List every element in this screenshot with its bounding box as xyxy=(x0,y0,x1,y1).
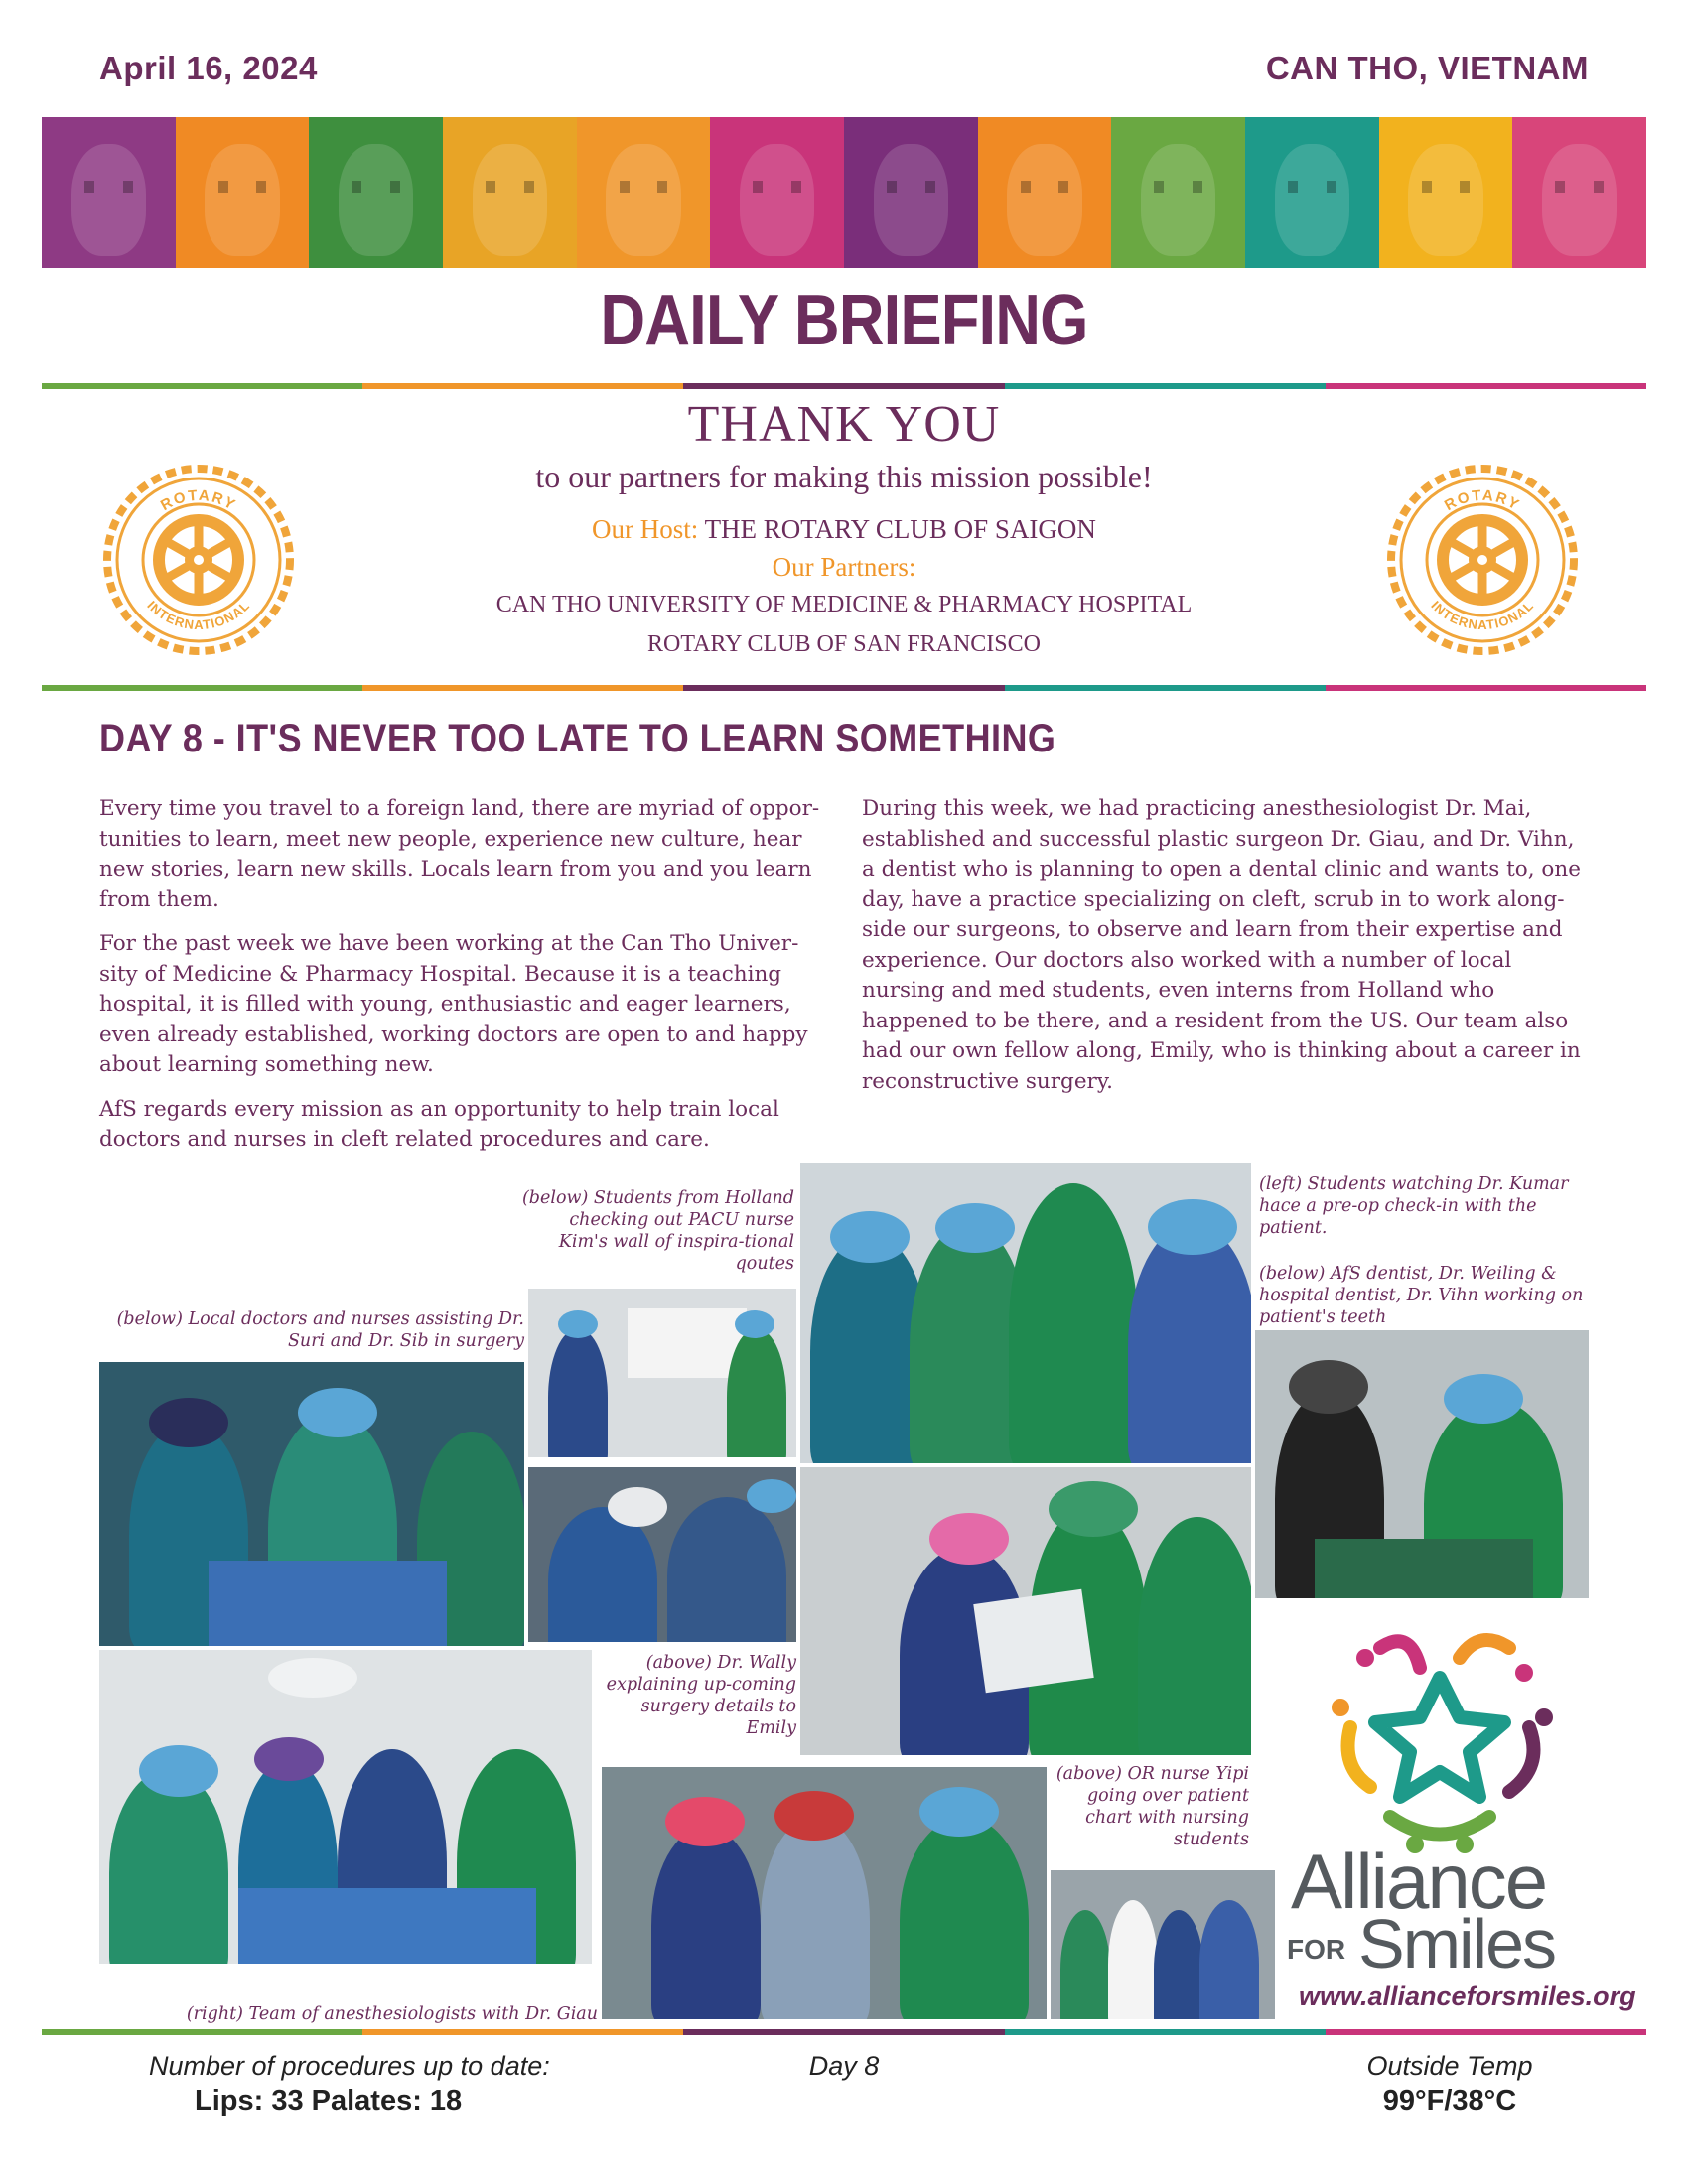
children-photo-strip xyxy=(42,117,1646,268)
caption-anesthesiologists: (right) Team of anesthesiologists with Dr. Giau xyxy=(186,2004,598,2024)
procedures-label: Number of procedures up to date: xyxy=(149,2051,550,2081)
page-title: DAILY BRIEFING xyxy=(600,281,1088,360)
caption-yipi: (above) OR nurse Yipi going over patient chart with nursing students xyxy=(1055,1764,1249,1849)
alliance-for-smiles-emblem xyxy=(1321,1618,1559,1856)
svg-text:ROTARY xyxy=(1442,487,1523,514)
outside-temp-value: 99°F/38°C xyxy=(1382,2085,1517,2116)
host-label: Our Host: xyxy=(592,514,699,544)
partner-2: ROTARY CLUB OF SAN FRANCISCO xyxy=(647,631,1041,657)
strip-photo-tile xyxy=(577,117,711,268)
strip-photo-tile xyxy=(42,117,176,268)
thank-you-heading: THANK YOU xyxy=(687,396,1001,453)
rotary-text-top: ROTARY xyxy=(157,486,240,515)
photo-nursing-group xyxy=(1051,1870,1275,2019)
caption-wally: (above) Dr. Wally explaining up-coming surgery details to Emily xyxy=(606,1653,796,1738)
svg-text:ROTARY xyxy=(158,487,239,514)
paragraph: Every time you travel to a foreign land, there are myriad of oppor-tunities to learn, meet new people, experience new culture, hear new stories, learn new skills. Locals learn from you and you learn from them. xyxy=(99,796,820,912)
photo-surgery-team xyxy=(602,1767,1047,2019)
strip-photo-tile xyxy=(443,117,577,268)
strip-photo-tile xyxy=(1111,117,1245,268)
photo-anesthesiologists xyxy=(99,1650,592,1964)
strip-photo-tile xyxy=(176,117,310,268)
caption-kumar: (left) Students watching Dr. Kumar hace a pre-op check-in with the patient. xyxy=(1259,1174,1569,1238)
partners-label: Our Partners: xyxy=(772,552,916,582)
rotary-text-bottom: INTERNATIONAL xyxy=(1428,597,1537,633)
divider-rule xyxy=(42,2029,1646,2035)
article-right-column xyxy=(862,794,1589,1111)
logo-word-for: FOR xyxy=(1287,1934,1346,1965)
caption-holland: (below) Students from Holland checking out PACU nurse Kim's wall of inspira-tional qoutes xyxy=(521,1188,794,1274)
rotary-logo-left xyxy=(99,461,298,659)
divider-rule xyxy=(42,685,1646,691)
strip-photo-tile xyxy=(1245,117,1379,268)
photo-holland-students xyxy=(528,1289,796,1457)
outside-temp-label: Outside Temp xyxy=(1366,2051,1533,2081)
strip-photo-tile xyxy=(844,117,978,268)
strip-photo-tile xyxy=(309,117,443,268)
partner-1: CAN THO UNIVERSITY OF MEDICINE & PHARMACY HOSPITAL xyxy=(495,592,1193,617)
article-left-column xyxy=(99,794,824,1169)
paragraph: During this week, we had practicing anesthesiologist Dr. Mai, established and successful plastic surgeon Dr. Giau, and Dr. Vihn, a dentist who is planning to open a dental clinic and wants to, one day, have a practice specializing on cleft, scrub in to work along-side our surgeons, to observe and learn from their expertise and experience. Our doctors also worked with a number of local nursing and med students, even interns from Holland who happened to be there, and a resident from the US. Our team also had our own fellow along, Emily, who is thinking about a career in reconstructive surgery. xyxy=(862,796,1581,1094)
day-label: Day 8 xyxy=(808,2051,880,2081)
rotary-text-top: ROTARY xyxy=(1441,486,1524,515)
paragraph: For the past week we have been working at the Can Tho Univer-sity of Medicine & Pharmacy Hospital. Because it is a teaching hospital, it is filled with young, enthusiastic and eager learners, even already established, working doctors are open to and happy about learning something new. xyxy=(99,931,808,1077)
logo-word-alliance: Alliance xyxy=(1291,1838,1547,1925)
procedures-value: Lips: 33 Palates: 18 xyxy=(195,2085,463,2116)
host-name: THE ROTARY CLUB OF SAIGON xyxy=(704,514,1096,544)
issue-date: April 16, 2024 xyxy=(99,50,318,86)
photo-dentist xyxy=(1255,1330,1589,1598)
divider-rule xyxy=(42,383,1646,389)
photo-yipi-chart xyxy=(800,1467,1251,1755)
rotary-logo-right xyxy=(1383,461,1582,659)
thank-you-subheading: to our partners for making this mission possible! xyxy=(535,459,1153,494)
article-heading: DAY 8 - IT'S NEVER TOO LATE TO LEARN SOMETHING xyxy=(99,717,1056,760)
strip-photo-tile xyxy=(1512,117,1646,268)
logo-word-smiles: Smiles xyxy=(1358,1905,1556,1982)
strip-photo-tile xyxy=(978,117,1112,268)
strip-photo-tile xyxy=(710,117,844,268)
paragraph: AfS regards every mission as an opportunity to help train local doctors and nurses in cleft related procedures and care. xyxy=(99,1096,779,1152)
rotary-text-bottom: INTERNATIONAL xyxy=(144,597,253,633)
website-link[interactable]: www.allianceforsmiles.org xyxy=(1299,1981,1636,2011)
photo-local-doctors-surgery xyxy=(99,1362,524,1646)
photo-wally-explaining xyxy=(528,1467,796,1642)
strip-photo-tile xyxy=(1379,117,1513,268)
photo-kumar-preop xyxy=(800,1163,1251,1463)
location: CAN THO, VIETNAM xyxy=(1265,50,1589,86)
caption-dentist: (below) AfS dentist, Dr. Weiling & hospital dentist, Dr. Vihn working on patient's teeth xyxy=(1259,1264,1584,1327)
caption-local-doctors: (below) Local doctors and nurses assisting Dr. Suri and Dr. Sib in surgery xyxy=(116,1309,524,1351)
